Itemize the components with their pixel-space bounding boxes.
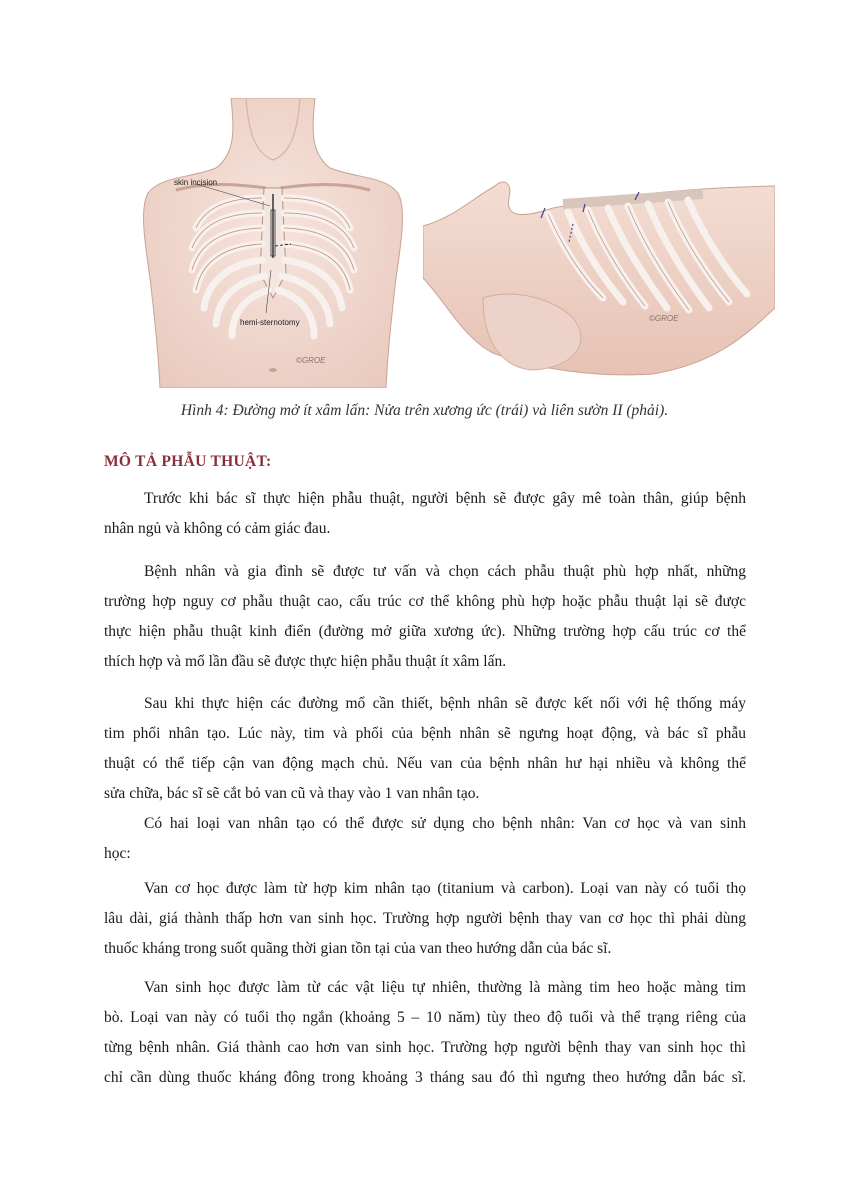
text-line: Van cơ học được làm từ hợp kim nhân tạo (titanium và carbon). Loại van này có tuổi thọ <box>144 880 746 897</box>
text-line: thích hợp và mổ lần đầu sẽ được thực hiện phẫu thuật ít xâm lấn. <box>104 653 507 670</box>
skin-incision-label: skin incision <box>174 178 218 187</box>
paragraph-valve-types <box>104 809 746 869</box>
artist-signature-right: ©GROE <box>649 314 679 323</box>
hemi-sternotomy-label: hemi-sternotomy <box>240 318 300 327</box>
section-heading: MÔ TẢ PHẪU THUẬT: <box>104 453 272 470</box>
text-line: chỉ cần dùng thuốc kháng đông trong khoảng 3 tháng sau đó thì ngưng theo hướng dẫn bác sĩ. <box>104 1069 746 1086</box>
text-line: Van sinh học được làm từ các vật liệu tự nhiên, thường là màng tim heo hoặc màng tim <box>144 979 746 996</box>
chest-front-illustration <box>136 98 410 388</box>
chest-front-drawing <box>136 98 410 388</box>
text-line: Có hai loại van nhân tạo có thể được sử dụng cho bệnh nhân: Van cơ học và van sinh <box>144 815 746 832</box>
text-line: thuật có thể tiếp cận van động mạch chủ. Nếu van của bệnh nhân hư hại nhiều và không thể <box>104 755 746 772</box>
paragraph-anesthesia <box>104 484 746 544</box>
text-line: thực hiện phẫu thuật kinh điển (đường mở giữa xương ức). Những trường hợp cấu trúc cơ thể <box>104 623 746 640</box>
chest-side-drawing <box>423 178 775 378</box>
text-line: thuốc kháng trong suốt quãng thời gian tồn tại của van theo hướng dẫn của bác sĩ. <box>104 940 612 957</box>
figure-caption: Hình 4: Đường mở ít xâm lấn: Nửa trên xương ức (trái) và liên sườn II (phải). <box>180 402 669 419</box>
text-line: nhân ngủ và không có cảm giác đau. <box>104 520 331 537</box>
paragraph-bypass <box>104 689 746 809</box>
text-line: bò. Loại van này có tuổi thọ ngắn (khoảng 5 – 10 năm) tùy theo độ tuổi và thể trạng riêng của <box>104 1009 746 1026</box>
text-line: sửa chữa, bác sĩ sẽ cắt bỏ van cũ và thay vào 1 van nhân tạo. <box>104 785 480 802</box>
chest-side-illustration <box>423 178 775 378</box>
artist-signature-left: ©GROE <box>296 356 326 365</box>
paragraph-biological-valve <box>104 973 746 1093</box>
paragraph-consultation <box>104 557 746 677</box>
text-line: trường hợp nguy cơ phẫu thuật cao, cấu trúc cơ thể không phù hợp hoặc phẫu thuật lại sẽ được <box>104 593 746 610</box>
text-line: Sau khi thực hiện các đường mổ cần thiết, bệnh nhân sẽ được kết nối với hệ thống máy <box>144 695 746 712</box>
paragraph-mechanical-valve <box>104 874 746 964</box>
text-line: Bệnh nhân và gia đình sẽ được tư vấn và chọn cách phẫu thuật phù hợp nhất, những <box>144 563 746 580</box>
text-line: tim phổi nhân tạo. Lúc này, tim và phổi của bệnh nhân sẽ ngưng hoạt động, và bác sĩ phẫu <box>104 725 746 742</box>
text-line: từng bệnh nhân. Giá thành cao hơn van sinh học. Trường hợp người bệnh thay van sinh học thì <box>104 1039 746 1056</box>
text-line: lâu dài, giá thành thấp hơn van sinh học. Trường hợp người bệnh thay van cơ học thì phải dùng <box>104 910 746 927</box>
text-line: học: <box>104 845 131 862</box>
text-line: Trước khi bác sĩ thực hiện phẫu thuật, người bệnh sẽ được gây mê toàn thân, giúp bệnh <box>144 490 746 507</box>
